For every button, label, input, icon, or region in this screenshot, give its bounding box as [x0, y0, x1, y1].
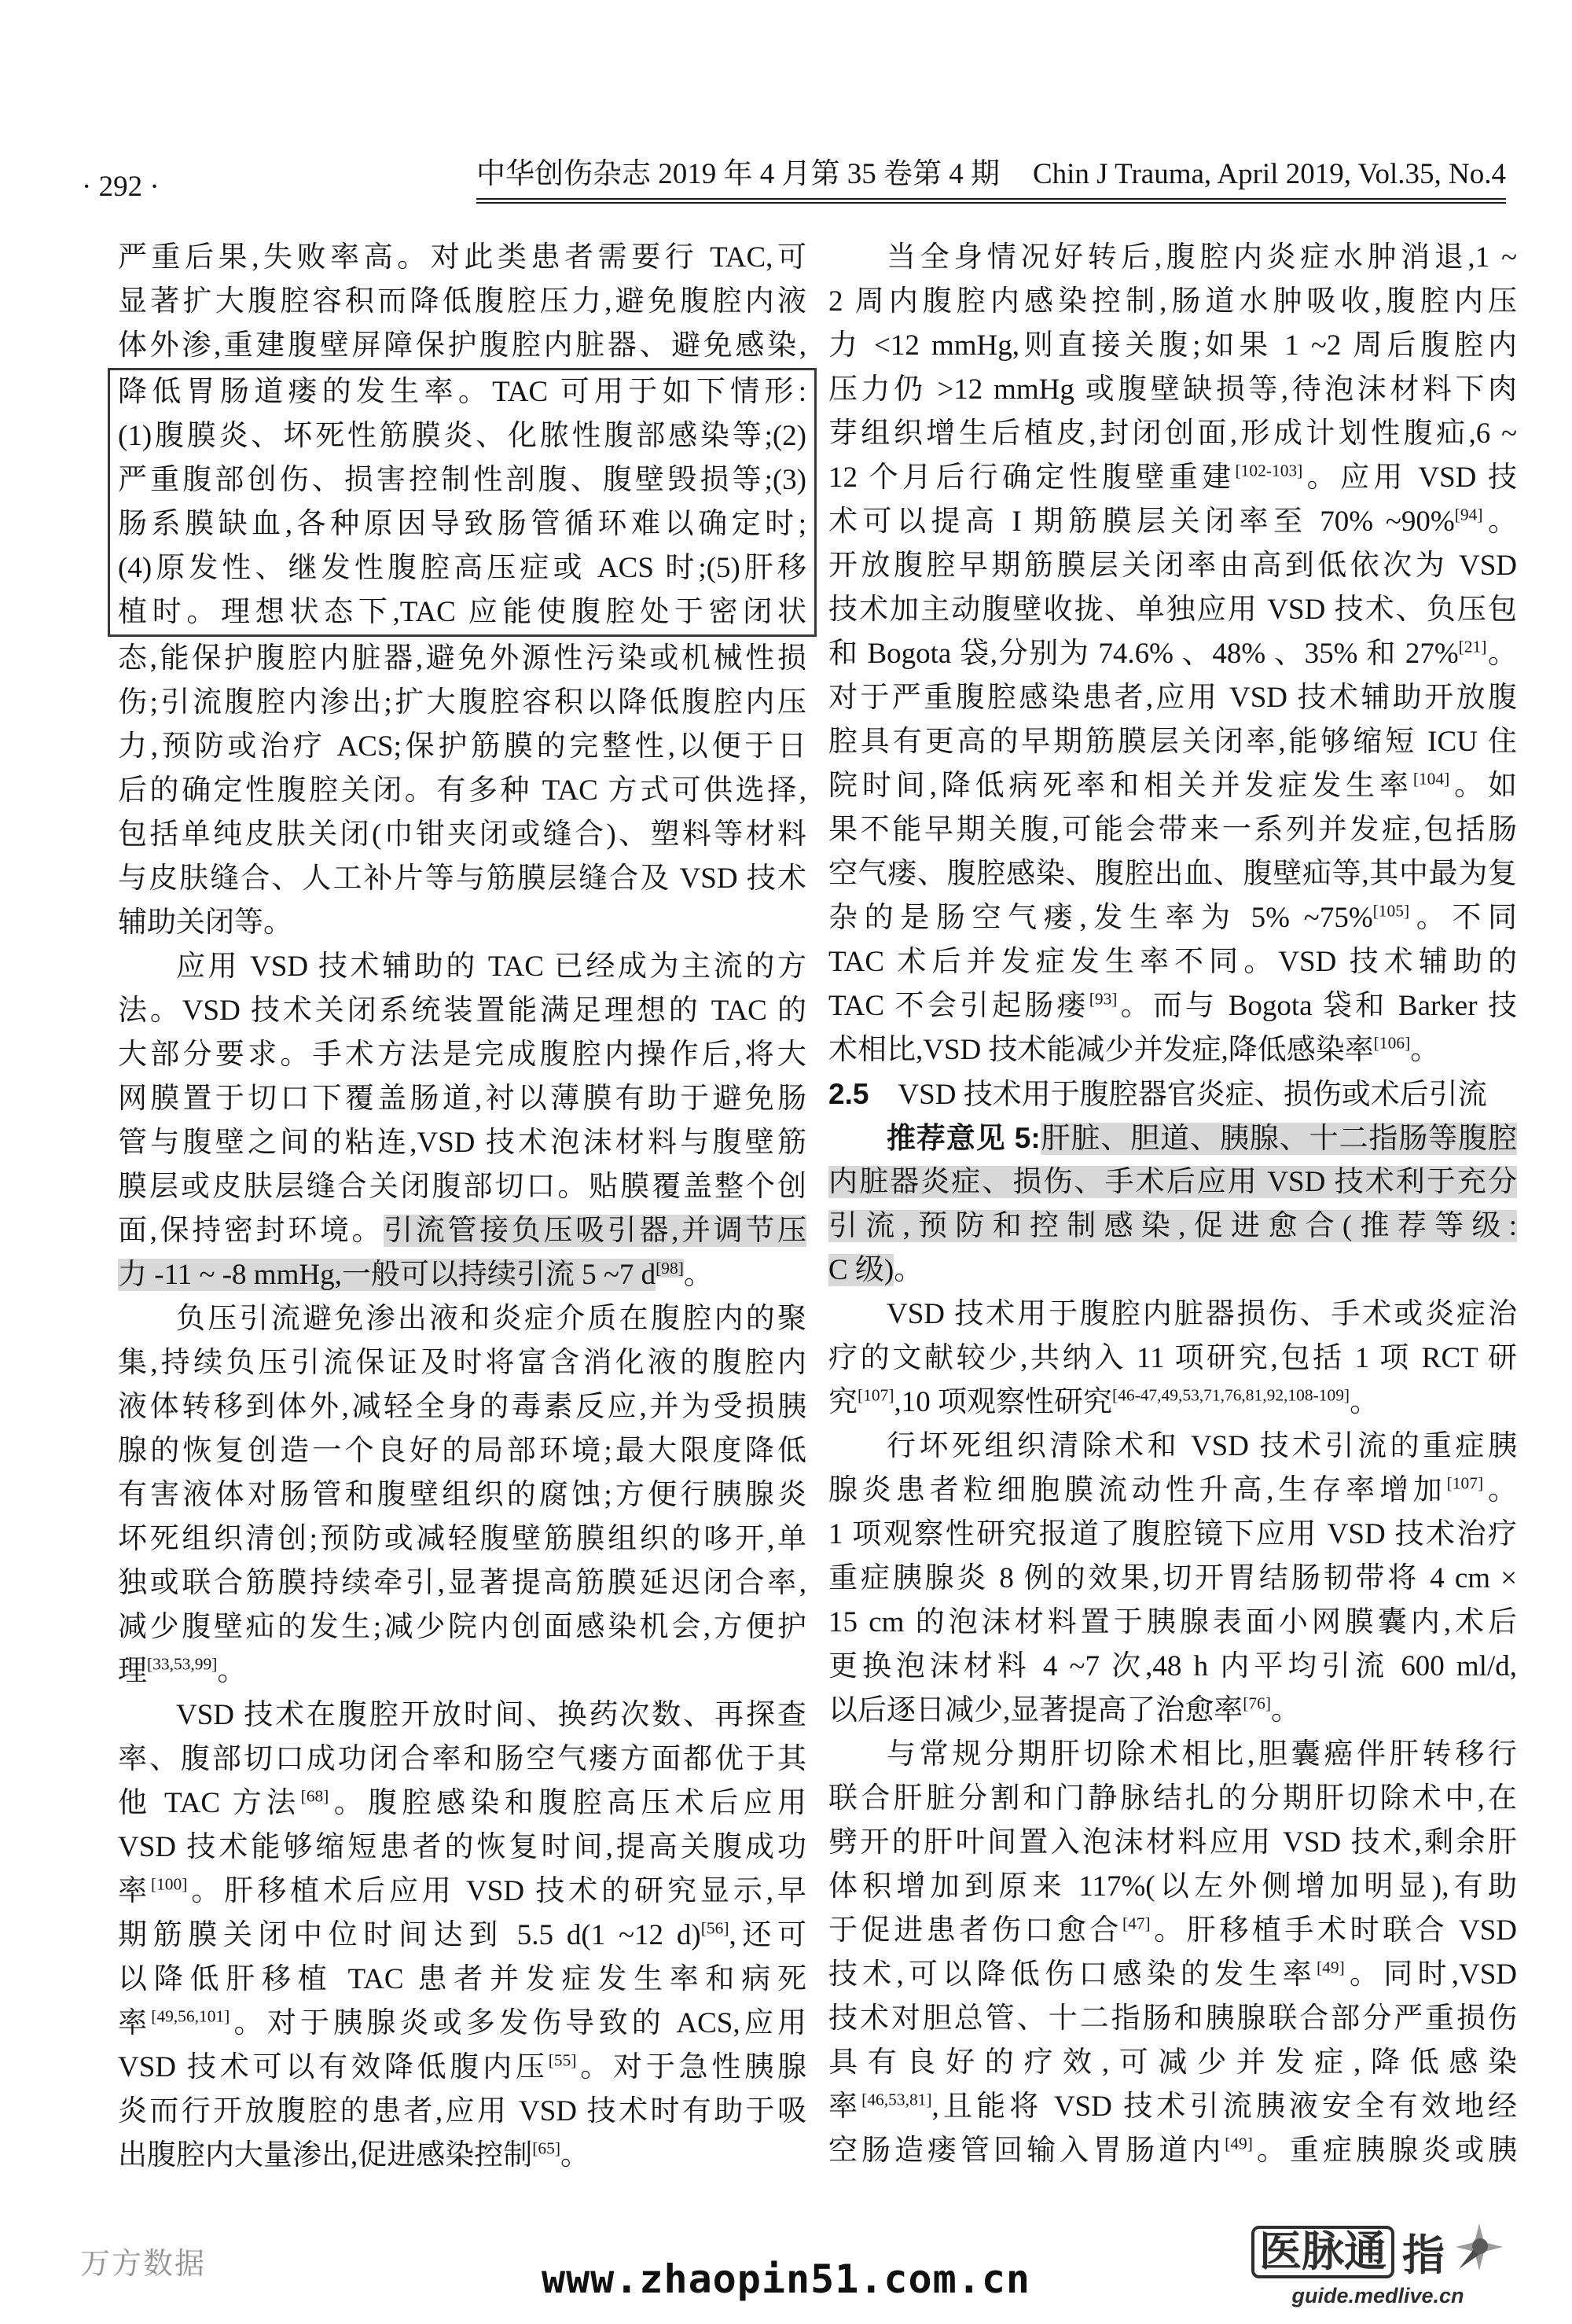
reference-marker: [76] — [1243, 1693, 1271, 1713]
text-line: 开放腹腔早期筋膜层关闭率由高到低依次为 VSD — [828, 550, 1517, 582]
text-line: (4)原发性、继发性腹腔高压症或 ACS 时;(5)肝移 — [118, 552, 806, 584]
logo-brand-text: 医脉通 — [1251, 2226, 1394, 2278]
text-line: 力 -11 ~ -8 mmHg,一般可以持续引流 5 ~7 d[98]。 — [118, 1258, 713, 1291]
text-line: 12 个月后行确定性腹壁重建[102-103]。应用 VSD 技 — [828, 461, 1517, 494]
text-line: 对于严重腹腔感染患者,应用 VSD 技术辅助开放腹 — [828, 682, 1517, 714]
citation-english: Chin J Trauma, April 2019, Vol.35, No.4 — [1032, 158, 1506, 190]
text-line: 疗的文献较少,共纳入 11 项研究,包括 1 项 RCT 研 — [828, 1342, 1517, 1374]
reference-marker: [102-103] — [1235, 461, 1303, 480]
text-line: 减少腹壁疝的发生;减少院内创面感染机会,方便护 — [118, 1611, 806, 1643]
text-line: 术相比,VSD 技术能减少并发症,降低感染率[106]。 — [828, 1033, 1440, 1066]
text-line: 膜层或皮肤层缝合关闭腹部切口。贴膜覆盖整个创 — [118, 1171, 806, 1203]
text-line: 后的确定性腹腔关闭。有多种 TAC 方式可供选择, — [118, 774, 806, 807]
text-line: 技术加主动腹壁收拢、单独应用 VSD 技术、负压包 — [828, 594, 1517, 626]
reference-marker: [65] — [532, 2138, 560, 2158]
text-line: TAC 不会引起肠瘘[93]。而与 Bogota 袋和 Barker 技 — [828, 989, 1517, 1022]
text-line: TAC 术后并发症发生率不同。VSD 技术辅助的 — [828, 946, 1517, 978]
reference-marker: [107] — [858, 1385, 894, 1405]
text-line: 腔具有更高的早期筋膜层关闭率,能够缩短 ICU 住 — [828, 726, 1517, 758]
reference-marker: [98] — [656, 1258, 684, 1278]
text-line: 率[46,53,81],且能将 VSD 技术引流胰液安全有效地经 — [828, 2090, 1517, 2123]
text-line: 炎而行开放腹腔的患者,应用 VSD 技术时有助于吸 — [118, 2095, 806, 2127]
text-line: 率、腹部切口成功闭合率和肠空气瘘方面都优于其 — [118, 1743, 806, 1775]
text-line: 坏死组织清创;预防或减轻腹壁筋膜组织的哆开,单 — [118, 1523, 806, 1555]
text-line: 于促进患者伤口愈合[47]。肝移植手术时联合 VSD — [828, 1914, 1517, 1947]
text-line: 重症胰腺炎 8 例的效果,切开胃结肠韧带将 4 cm × — [828, 1562, 1517, 1594]
text-line: 以后逐日减少,显著提高了治愈率[76]。 — [828, 1693, 1300, 1726]
text-line: 芽组织增生后植皮,封闭创面,形成计划性腹疝,6 ~ — [828, 417, 1517, 450]
text-line: 肠系膜缺血,各种原因导致肠管循环难以确定时; — [118, 508, 806, 540]
logo-subdomain: guide.medlive.cn — [1291, 2284, 1464, 2307]
text-line: 显著扩大腹腔容积而降低腹腔压力,避免腹腔内液 — [118, 285, 806, 318]
text-line: 期筋膜关闭中位时间达到 5.5 d(1 ~12 d)[56],还可 — [118, 1918, 806, 1951]
logo-guide-text: 指 — [1402, 2232, 1446, 2279]
text-line: 以降低肝移植 TAC 患者并发症发生率和病死 — [118, 1963, 806, 1995]
highlighted-text: 力 -11 ~ -8 mmHg,一般可以持续引流 5 ~7 d — [118, 1259, 656, 1291]
text-line: 1 项观察性研究报道了腹腔镜下应用 VSD 技术治疗 — [828, 1518, 1517, 1550]
text-line: 术可以提高 I 期筋膜层关闭率至 70% ~90%[94]。 — [828, 505, 1517, 538]
text-line: 管与腹壁之间的粘连,VSD 技术泡沫材料与腹壁筋 — [118, 1127, 806, 1159]
text-line: 行坏死组织清除术和 VSD 技术引流的重症胰 — [887, 1430, 1517, 1462]
text-line — [828, 1116, 1517, 1160]
reference-marker: [33,53,99] — [147, 1654, 218, 1674]
reference-marker: [106] — [1373, 1033, 1411, 1053]
highlighted-text: C 级) — [828, 1254, 894, 1286]
text-line: 网膜置于切口下覆盖肠道,衬以薄膜有助于避免肠 — [118, 1083, 806, 1115]
reference-marker: [100] — [150, 1874, 188, 1894]
text-line: 体积增加到原来 117%(以左外侧增加明显),有助 — [828, 1870, 1517, 1903]
text-line: 严重腹部创伤、损害控制性剖腹、腹壁毁损等;(3) — [118, 464, 806, 496]
text-line: 与皮肤缝合、人工补片等与筋膜层缝合及 VSD 技术 — [118, 862, 806, 895]
text-line: 伤;引流腹腔内渗出;扩大腹腔容积以降低腹腔内压 — [118, 686, 806, 719]
text-line: 腺的恢复创造一个良好的局部环境;最大限度降低 — [118, 1435, 806, 1467]
highlighted-text: 肝脏、胆道、胰腺、十二指肠等腹腔 — [1040, 1123, 1517, 1155]
highlighted-text: 内脏器炎症、损伤、手术后应用 VSD 技术利于充分 — [828, 1166, 1517, 1198]
text-line: 2 周内腹腔内感染控制,肠道水肿吸收,腹腔内压 — [828, 285, 1517, 318]
reference-marker: [56] — [700, 1918, 729, 1938]
text-line: 与常规分期肝切除术相比,胆囊癌伴肝转移行 — [887, 1738, 1517, 1771]
bold-label: 2.5 — [828, 1078, 869, 1110]
text-line: 出腹腔内大量渗出,促进感染控制[65]。 — [118, 2138, 590, 2171]
reference-marker: [46-47,49,53,71,76,81,92,108-109] — [1111, 1385, 1350, 1405]
text-line: 2.5 VSD 技术用于腹腔器官炎症、损伤或术后引流 — [828, 1078, 1487, 1111]
page-header — [82, 149, 1506, 204]
reference-marker: [49] — [1316, 1958, 1345, 1977]
text-line: 大部分要求。手术方法是完成腹腔内操作后,将大 — [118, 1039, 806, 1071]
text-line: 空肠造瘘管回输入胃肠道内[49]。重症胰腺炎或胰 — [828, 2134, 1517, 2167]
text-line: 理[33,53,99]。 — [118, 1654, 247, 1687]
highlighted-text: 引流管接负压吸引器,并调节压 — [384, 1215, 806, 1247]
text-line: 15 cm 的泡沫材料置于胰腺表面小网膜囊内,术后 — [828, 1606, 1517, 1638]
compass-icon — [1454, 2222, 1504, 2282]
text-line: 率[100]。肝移植术后应用 VSD 技术的研究显示,早 — [118, 1874, 806, 1907]
page-number: · 292 · — [82, 171, 160, 203]
text-line: C 级)。 — [828, 1254, 924, 1286]
text-line: 技术对胆总管、十二指肠和胰腺联合部分严重损伤 — [828, 2002, 1517, 2035]
text-line: VSD 技术可以有效降低腹内压[55]。对于急性胰腺 — [118, 2050, 806, 2083]
text-line: 联合肝脏分割和门静脉结扎的分期肝切除术中,在 — [828, 1782, 1517, 1815]
annotation-box — [108, 368, 817, 637]
reference-marker: [46,53,81] — [861, 2090, 932, 2109]
reference-marker: [47] — [1122, 1914, 1151, 1933]
text-line: 降低胃肠道瘘的发生率。TAC 可用于如下情形: — [118, 376, 806, 408]
text-line — [828, 1160, 1517, 1204]
reference-marker: [94] — [1454, 505, 1483, 524]
wanfang-watermark: 万方数据 — [80, 2248, 207, 2281]
journal-citation — [476, 149, 1506, 204]
text-line: 辅助关闭等。 — [118, 906, 292, 939]
bold-label: 推荐意见 5: — [887, 1122, 1041, 1154]
text-line: 具有良好的疗效,可减少并发症,降低感染 — [828, 2046, 1517, 2079]
reference-marker: [104] — [1412, 769, 1450, 789]
text-line: 面,保持密封环境。引流管接负压吸引器,并调节压 — [118, 1215, 806, 1247]
text-line: 和 Bogota 袋,分别为 74.6% 、48% 、35% 和 27%[21]。 — [828, 637, 1517, 670]
reference-marker: [49,56,101] — [151, 2006, 230, 2026]
text-line: 体外渗,重建腹壁屏障保护腹腔内脏器、避免感染, — [118, 329, 806, 362]
text-line: 腺炎患者粒细胞膜流动性升高,生存率增加[107]。 — [828, 1473, 1517, 1506]
reference-marker: [105] — [1372, 901, 1410, 921]
text-line: 院时间,降低病死率和相关并发症发生率[104]。如 — [828, 769, 1517, 802]
text-line: 空气瘘、腹腔感染、腹腔出血、腹壁疝等,其中最为复 — [828, 858, 1517, 890]
text-line: 集,持续负压引流保证及时将富含消化液的腹腔内 — [118, 1347, 806, 1379]
text-line: 劈开的肝叶间置入泡沫材料应用 VSD 技术,剩余肝 — [828, 1826, 1517, 1859]
text-line: 更换泡沫材料 4 ~7 次,48 h 内平均引流 600 ml/d, — [828, 1650, 1517, 1682]
text-line — [828, 1204, 1517, 1248]
text-line: 法。VSD 技术关闭系统装置能满足理想的 TAC 的 — [118, 995, 806, 1027]
text-line: 植时。理想状态下,TAC 应能使腹腔处于密闭状 — [118, 596, 806, 628]
text-line: 力 <12 mmHg,则直接关腹;如果 1 ~2 周后腹腔内 — [828, 329, 1517, 362]
reference-marker: [21] — [1458, 637, 1487, 656]
text-line: 技术,可以降低伤口感染的发生率[49]。同时,VSD — [828, 1958, 1517, 1991]
citation-chinese: 中华创伤杂志 2019 年 4 月第 35 卷第 4 期 — [476, 158, 1000, 190]
text-line: 独或联合筋膜持续牵引,显著提高筋膜延迟闭合率, — [118, 1567, 806, 1599]
text-line: 负压引流避免渗出液和炎症介质在腹腔内的聚 — [176, 1303, 806, 1335]
text-line: 有害液体对肠管和腹壁组织的腐蚀;方便行胰腺炎 — [118, 1479, 806, 1511]
text-line: 杂的是肠空气瘘,发生率为 5% ~75%[105]。不同 — [828, 901, 1517, 934]
text-line: 压力仍 >12 mmHg 或腹壁缺损等,待泡沫材料下肉 — [828, 373, 1517, 406]
reference-marker: [68] — [300, 1786, 329, 1806]
text-line: 严重后果,失败率高。对此类患者需要行 TAC,可 — [118, 241, 806, 274]
reference-marker: [49] — [1225, 2134, 1253, 2153]
text-line: 力,预防或治疗 ACS;保护筋膜的完整性,以便于日 — [118, 730, 806, 763]
text-line: 包括单纯皮肤关闭(巾钳夹闭或缝合)、塑料等材料 — [118, 818, 806, 851]
text-line: VSD 技术用于腹腔内脏器损伤、手术或炎症治 — [887, 1298, 1517, 1330]
text-line: 率[49,56,101]。对于胰腺炎或多发伤导致的 ACS,应用 — [118, 2006, 806, 2039]
reference-marker: [107] — [1446, 1473, 1484, 1493]
text-line: 液体转移到体外,减轻全身的毒素反应,并为受损胰 — [118, 1391, 806, 1423]
medlive-guide-logo — [1251, 2222, 1504, 2308]
text-line: (1)腹膜炎、坏死性筋膜炎、化脓性腹部感染等;(2) — [118, 420, 806, 452]
text-line: 当全身情况好转后,腹腔内炎症水肿消退,1 ~ — [887, 241, 1517, 274]
text-line: 他 TAC 方法[68]。腹腔感染和腹腔高压术后应用 — [118, 1786, 806, 1819]
footer-url: www.zhaopin51.com.cn — [541, 2256, 1031, 2302]
reference-marker: [55] — [548, 2050, 577, 2070]
text-line: 态,能保护腹腔内脏器,避免外源性污染或机械性损 — [118, 642, 806, 675]
text-line: VSD 技术在腹腔开放时间、换药次数、再探查 — [176, 1699, 806, 1731]
reference-marker: [93] — [1089, 989, 1118, 1009]
two-column-body — [118, 236, 1517, 2178]
text-line: 应用 VSD 技术辅助的 TAC 已经成为主流的方 — [176, 951, 806, 983]
text-line: VSD 技术能够缩短患者的恢复时间,提高关腹成功 — [118, 1831, 806, 1863]
left-column — [118, 236, 806, 2178]
logo-main — [1251, 2222, 1504, 2282]
highlighted-text: 引流,预防和控制感染,促进愈合(推荐等级: — [828, 1210, 1517, 1242]
text-line: 究[107],10 项观察性研究[46-47,49,53,71,76,81,92,108-109]。 — [828, 1385, 1379, 1418]
text-line: 果不能早期关腹,可能会带来一系列并发症,包括肠 — [828, 814, 1517, 846]
right-column — [828, 236, 1517, 2178]
